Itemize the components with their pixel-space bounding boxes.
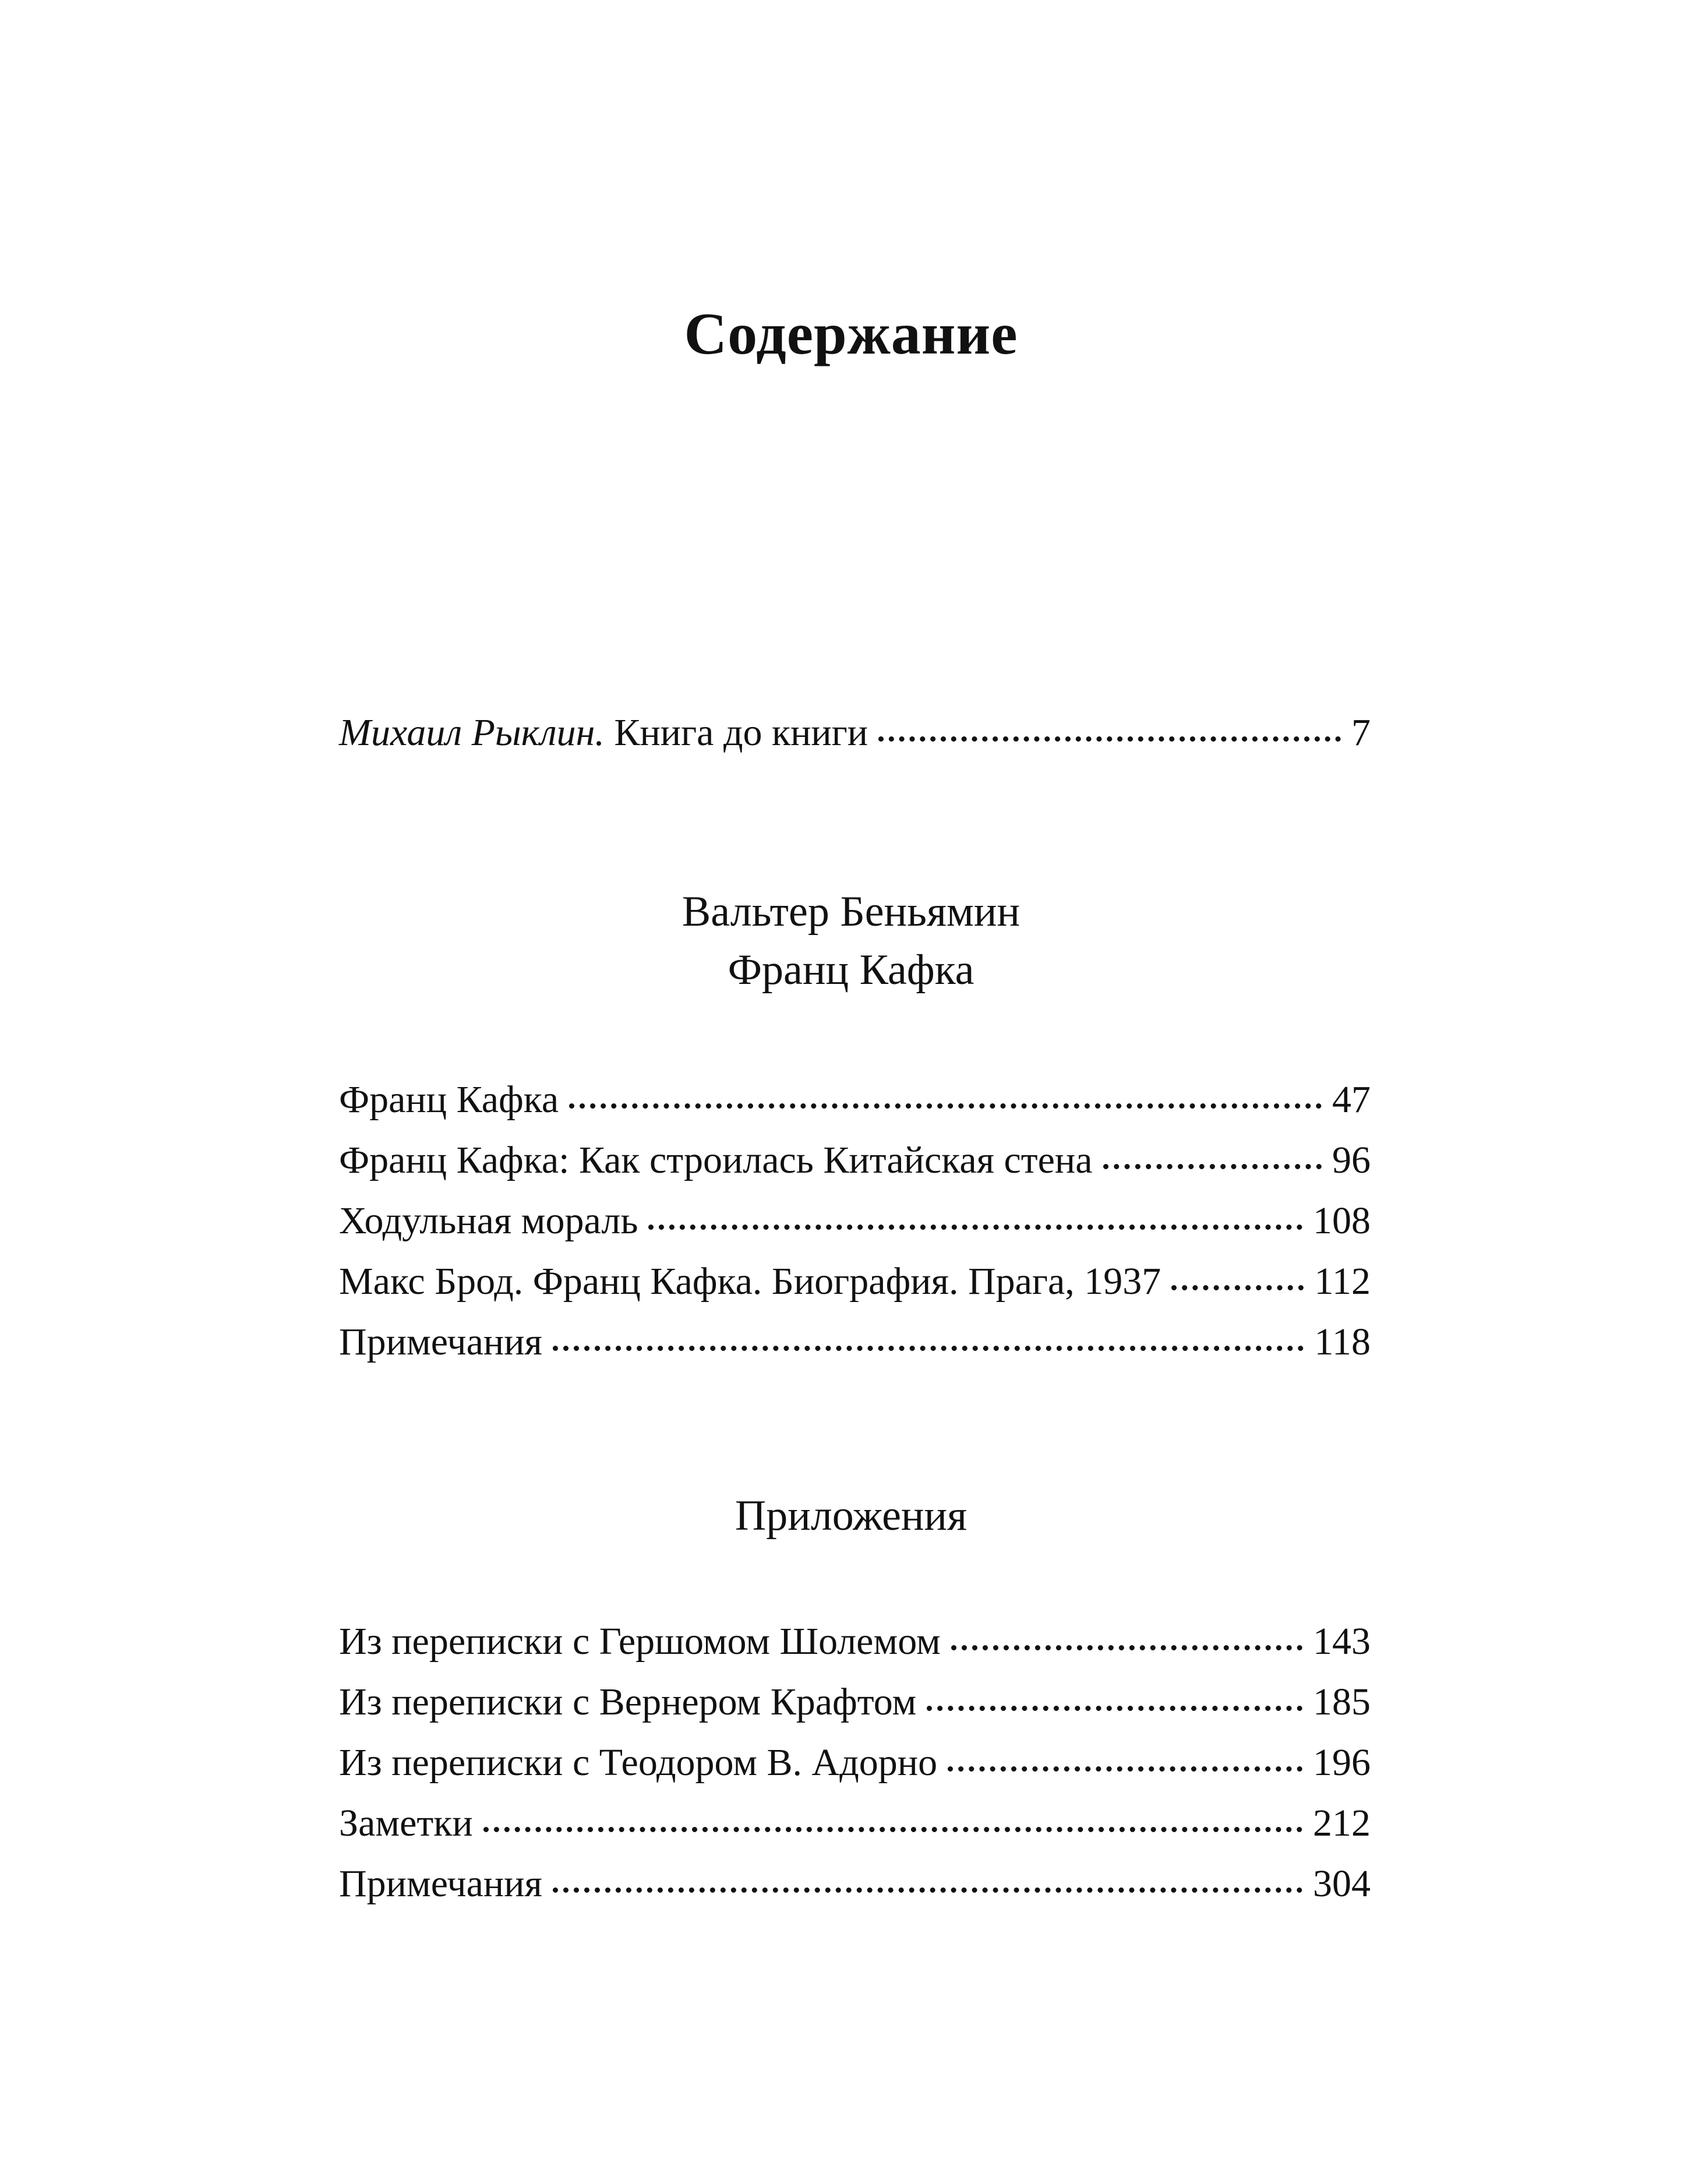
dot-leader (553, 1311, 1304, 1351)
toc-entry-title-text: Книга до книги (614, 711, 868, 754)
toc-entry-page: 185 (1313, 1681, 1371, 1723)
dot-leader (569, 1068, 1322, 1109)
toc-entry-page: 143 (1313, 1620, 1371, 1663)
toc-entry-page: 112 (1314, 1260, 1371, 1303)
dot-leader (553, 1853, 1302, 1893)
toc-entry-title: Из переписки с Теодором В. Адорно (339, 1741, 938, 1784)
toc-entry (339, 1254, 1371, 1303)
toc-entry-page: 47 (1332, 1078, 1371, 1121)
dot-leader (878, 701, 1341, 742)
toc-entry-page: 108 (1313, 1199, 1371, 1242)
toc-entry (339, 1072, 1371, 1119)
toc-entry-title: Ходульная мораль (339, 1199, 638, 1242)
section-heading-author: Вальтер Беньямин (681, 888, 1021, 936)
toc-entry-intro (339, 705, 1371, 754)
toc-entry-page: 96 (1332, 1139, 1371, 1181)
dot-leader (948, 1731, 1302, 1772)
toc-entry-title: Макс Брод. Франц Кафка. Биография. Прага, 1937 (339, 1260, 1161, 1303)
toc-entry (339, 1314, 1371, 1361)
dot-leader (951, 1610, 1302, 1650)
section-heading-appendices: Приложения (735, 1492, 967, 1540)
dot-leader (648, 1190, 1302, 1230)
toc-entry-page: 118 (1314, 1321, 1371, 1363)
toc-entry-title: Из переписки с Вернером Крафтом (339, 1681, 917, 1723)
dot-leader (483, 1792, 1302, 1832)
toc-entry-title: Франц Кафка (339, 1078, 559, 1121)
dot-leader (927, 1671, 1302, 1711)
toc-entry (339, 1674, 1371, 1721)
toc-entry-page: 7 (1351, 711, 1371, 754)
toc-entry (339, 1614, 1371, 1663)
toc-entry-page: 304 (1313, 1862, 1371, 1905)
toc-entry-title: Франц Кафка: Как строилась Китайская стена (339, 1139, 1093, 1181)
toc-entry (339, 1856, 1371, 1903)
toc-entry-title: Заметки (339, 1802, 473, 1844)
dot-leader (1171, 1250, 1304, 1290)
page-title: Содержание (684, 301, 1018, 368)
toc-entry (339, 1132, 1371, 1179)
toc-entry-author: Михаил Рыклин. (339, 711, 605, 754)
dot-leader (1103, 1129, 1322, 1169)
toc-entry (339, 1735, 1371, 1784)
toc-entry-page: 196 (1313, 1741, 1371, 1784)
section-heading-title: Франц Кафка (728, 946, 974, 994)
toc-entry-page: 212 (1313, 1802, 1371, 1844)
toc-entry (339, 1795, 1371, 1842)
toc-entry-title (339, 710, 868, 756)
toc-entry (339, 1193, 1371, 1240)
toc-entry-title: Примечания (339, 1862, 542, 1905)
toc-entry-title: Из переписки с Гершомом Шолемом (339, 1620, 941, 1663)
toc-entry-title: Примечания (339, 1321, 542, 1363)
